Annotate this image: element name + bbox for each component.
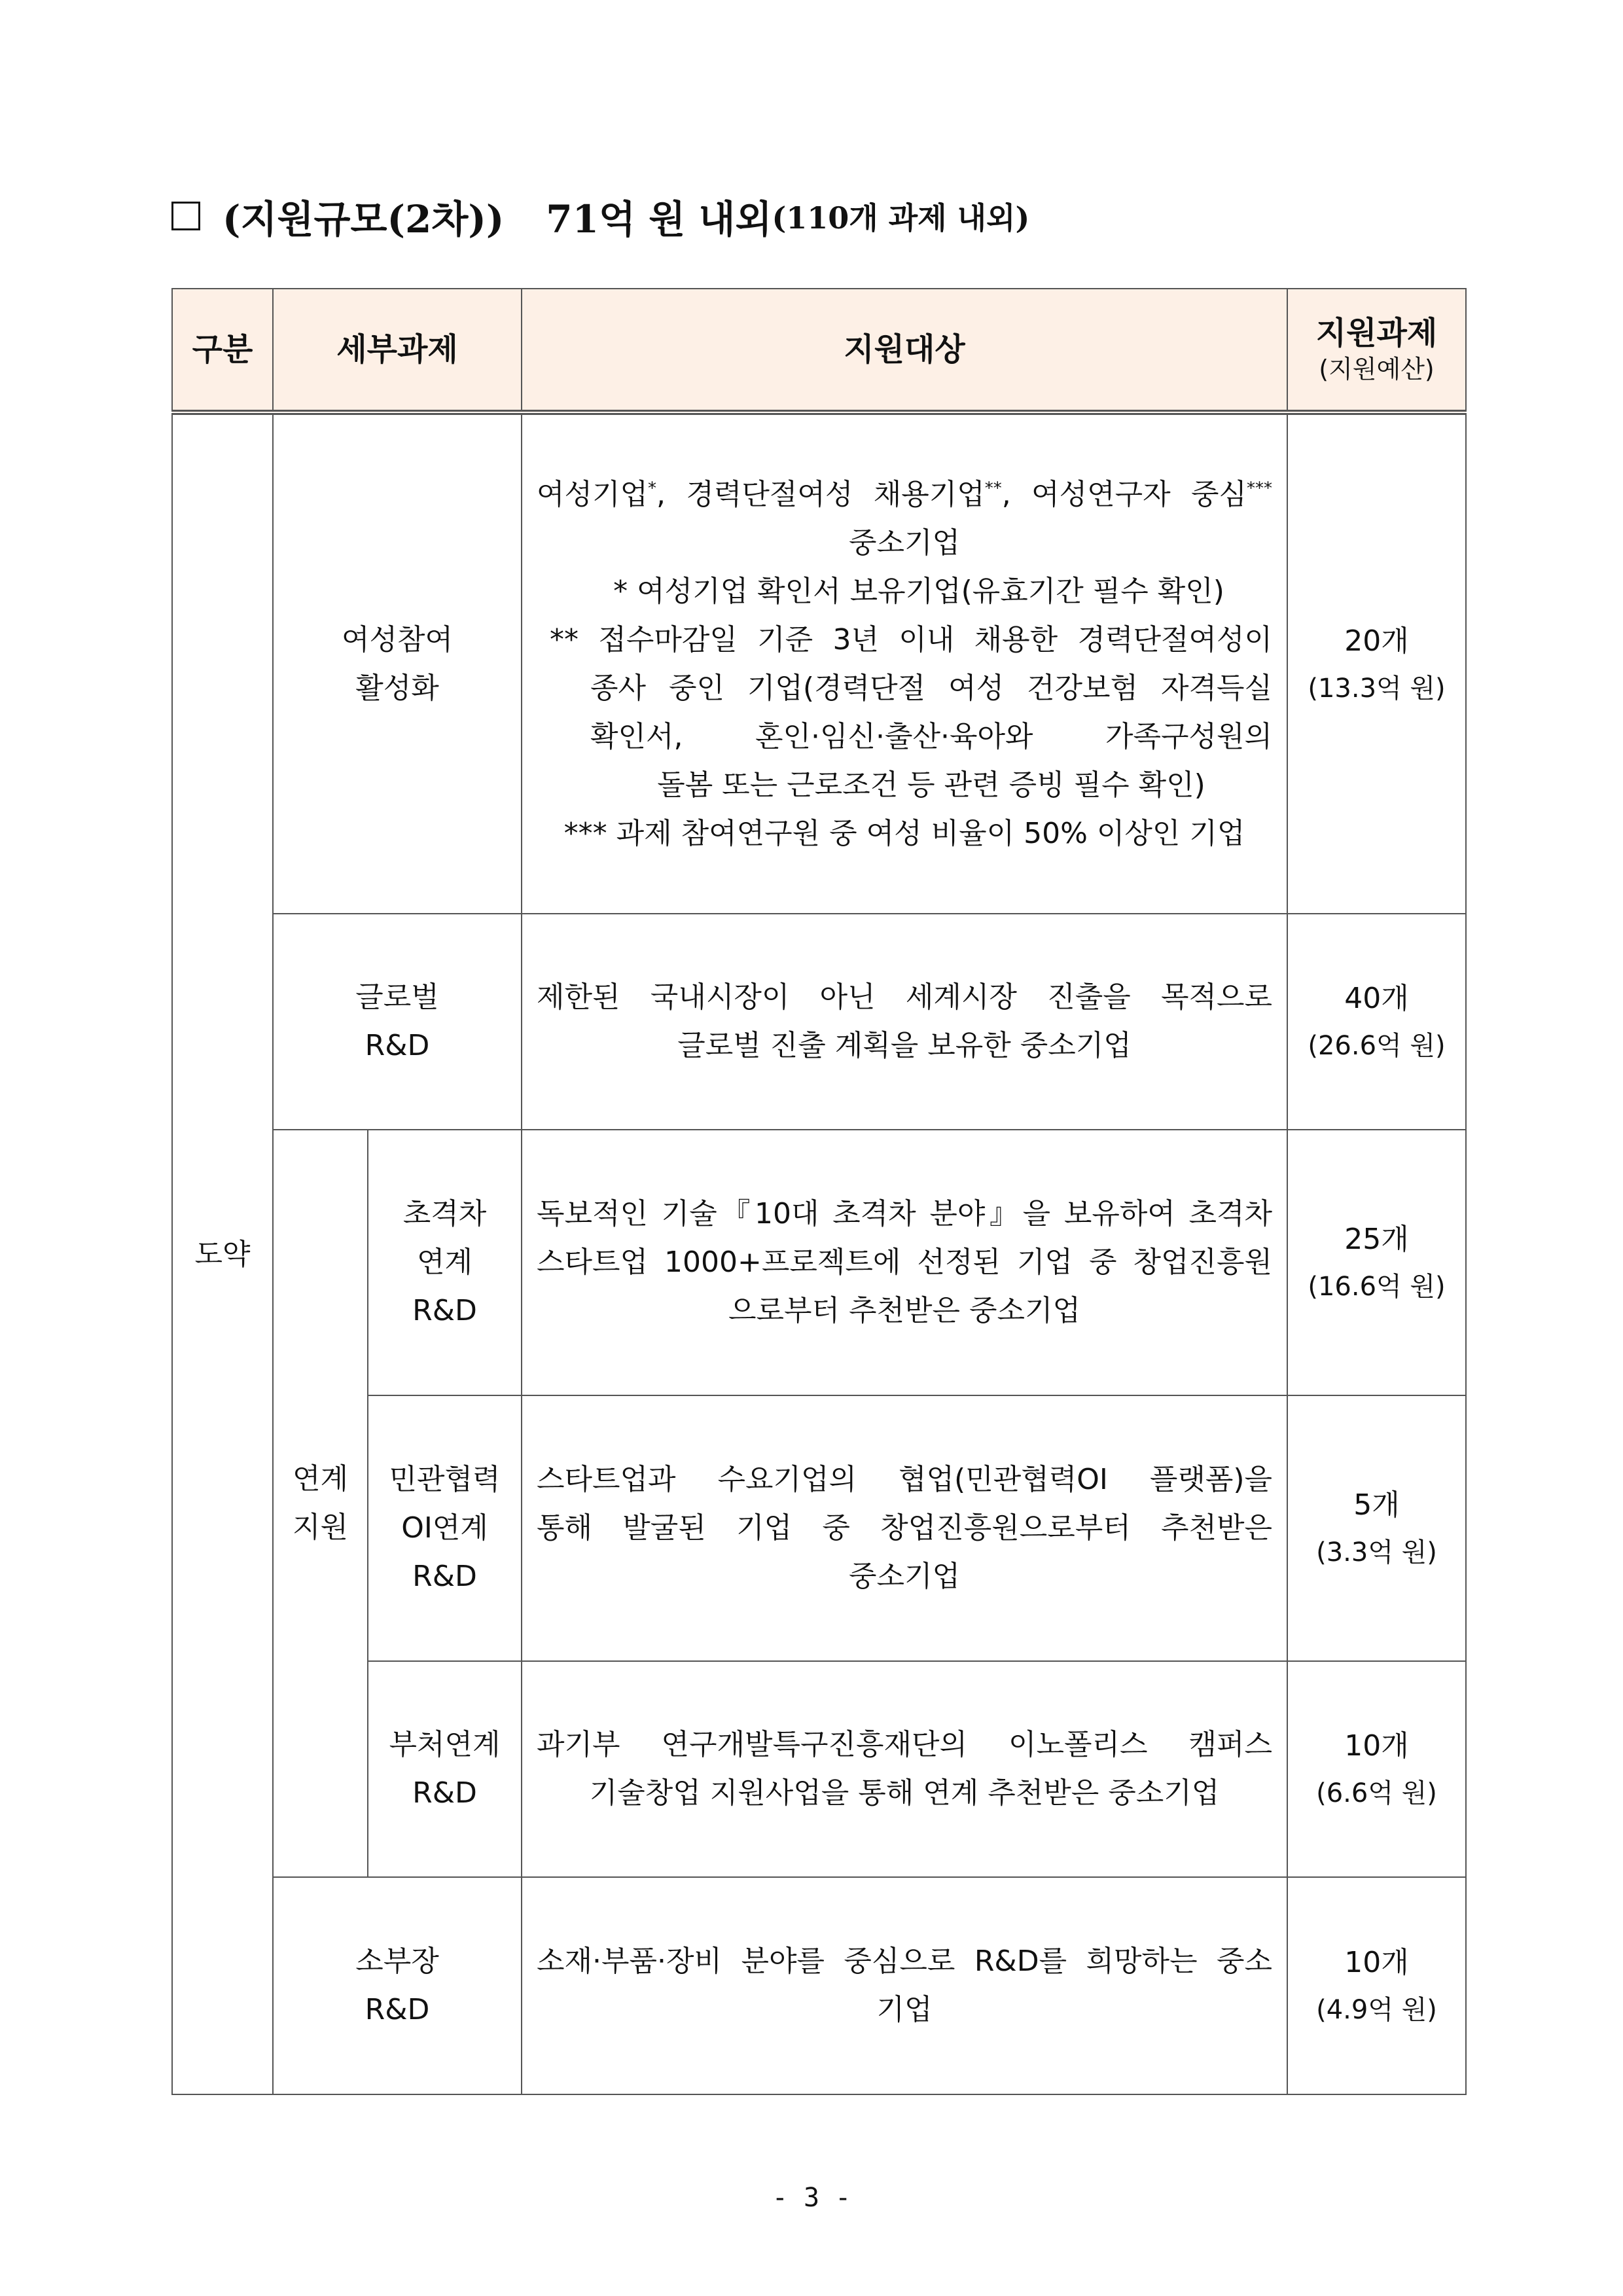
group-name-line: 연계 xyxy=(292,1462,348,1496)
group-name-line: 지원 xyxy=(292,1511,348,1544)
tasks-cell xyxy=(1287,1877,1466,2094)
target-note: 확인서, 혼인·임신·출산·육아와 가족구성원의 xyxy=(590,719,1273,753)
table-row xyxy=(172,1130,1466,1395)
task-count: 40개 xyxy=(1344,982,1409,1015)
subtask-name-line: 소부장 xyxy=(355,1945,439,1978)
task-count: 5개 xyxy=(1353,1488,1400,1522)
target-line: 독보적인 기술『10대 초격차 분야』을 보유하여 초격차 xyxy=(537,1197,1273,1230)
tasks-cell xyxy=(1287,1395,1466,1661)
tasks-cell xyxy=(1287,914,1466,1130)
target-line xyxy=(537,471,1272,519)
footnote-mark: *** xyxy=(1247,478,1273,498)
header-tasks-sub: (지원예산) xyxy=(1319,355,1435,384)
subtask-name-line: R&D xyxy=(412,1294,477,1327)
target-cell xyxy=(522,412,1287,914)
subtask-name-line: OI연계 xyxy=(401,1511,488,1545)
target-note: * 여성기업 확인서 보유기업(유효기간 필수 확인) xyxy=(613,574,1224,608)
checkbox-icon xyxy=(171,202,200,230)
heading-sub: (110개 과제 내외) xyxy=(772,200,1030,236)
task-budget: (13.3억 원) xyxy=(1308,673,1446,704)
target-line: 기업 xyxy=(876,1993,933,2026)
target-line: 스타트업 1000+프로젝트에 선정된 기업 중 창업진흥원 xyxy=(537,1246,1273,1279)
header-subtask: 세부과제 xyxy=(273,289,522,412)
tasks-cell xyxy=(1287,1661,1466,1877)
section-heading xyxy=(171,190,1029,242)
category-cell: 도약 xyxy=(172,412,273,2094)
heading-amount: 71억 원 내외 xyxy=(546,197,772,242)
target-cell xyxy=(522,1130,1287,1395)
table-row xyxy=(172,914,1466,1130)
subtask-name-line: 민관협력 xyxy=(389,1463,501,1496)
target-text: , 여성연구자 중심 xyxy=(1001,477,1247,511)
subtask-name-line: 부처연계 xyxy=(389,1728,501,1761)
target-line: 중소기업 xyxy=(849,1560,961,1593)
task-budget: (3.3억 원) xyxy=(1316,1537,1437,1568)
task-count: 20개 xyxy=(1344,624,1409,658)
task-budget: (26.6억 원) xyxy=(1308,1031,1446,1061)
support-table xyxy=(171,288,1467,2095)
task-budget: (6.6억 원) xyxy=(1316,1778,1437,1808)
target-line: 과기부 연구개발특구진흥재단의 이노폴리스 캠퍼스 xyxy=(537,1728,1273,1761)
group-cell xyxy=(273,1130,368,1877)
subtask-name-line: 여성참여 xyxy=(342,622,454,656)
footnote-mark: * xyxy=(648,478,657,498)
table-header-row xyxy=(172,289,1466,412)
footnote-mark: ** xyxy=(984,478,1002,498)
target-note: ** 접수마감일 기준 3년 이내 채용한 경력단절여성이 xyxy=(550,622,1273,656)
tasks-cell xyxy=(1287,1130,1466,1395)
target-note: 종사 중인 기업(경력단절 여성 건강보험 자격득실 xyxy=(590,671,1273,705)
task-budget: (4.9억 원) xyxy=(1316,1995,1437,2025)
subtask-name-line: 연계 xyxy=(417,1246,473,1279)
subtask-cell xyxy=(368,1661,522,1877)
target-line: 중소기업 xyxy=(849,526,961,560)
task-count: 25개 xyxy=(1344,1223,1409,1256)
page-number: - 3 - xyxy=(772,2183,851,2213)
target-note: *** 과제 참여연구원 중 여성 비율이 50% 이상인 기업 xyxy=(563,816,1245,850)
target-line: 스타트업과 수요기업의 협업(민관협력OI 플랫폼)을 xyxy=(537,1463,1273,1496)
target-cell xyxy=(522,1395,1287,1661)
target-line: 제한된 국내시장이 아닌 세계시장 진출을 목적으로 xyxy=(537,980,1273,1014)
subtask-cell xyxy=(368,1395,522,1661)
table-row xyxy=(172,412,1466,914)
subtask-cell xyxy=(273,412,522,914)
header-tasks-label: 지원과제 xyxy=(1315,315,1438,351)
target-note: 돌봄 또는 근로조건 등 관련 증빙 필수 확인) xyxy=(657,768,1205,802)
heading-label: (지원규모(2차)) xyxy=(223,197,505,242)
target-line: 기술창업 지원사업을 통해 연계 추천받은 중소기업 xyxy=(589,1776,1220,1810)
header-target: 지원대상 xyxy=(522,289,1287,412)
task-count: 10개 xyxy=(1344,1946,1409,1979)
task-budget: (16.6억 원) xyxy=(1308,1272,1446,1302)
subtask-cell xyxy=(368,1130,522,1395)
target-cell xyxy=(522,1877,1287,2094)
subtask-name-line: R&D xyxy=(365,1993,430,2026)
subtask-name-line: R&D xyxy=(412,1560,477,1593)
subtask-name-line: 활성화 xyxy=(355,671,439,705)
subtask-name-line: 글로벌 xyxy=(355,980,439,1014)
table-row xyxy=(172,1877,1466,2094)
header-category: 구분 xyxy=(172,289,273,412)
task-count: 10개 xyxy=(1344,1729,1409,1763)
subtask-name-line: R&D xyxy=(365,1029,430,1062)
target-line: 으로부터 추천받은 중소기업 xyxy=(728,1294,1081,1327)
target-line: 글로벌 진출 계획을 보유한 중소기업 xyxy=(677,1029,1132,1062)
subtask-name-line: R&D xyxy=(412,1776,477,1810)
header-tasks xyxy=(1287,289,1466,412)
target-line: 소재·부품·장비 분야를 중심으로 R&D를 희망하는 중소 xyxy=(537,1945,1273,1978)
tasks-cell xyxy=(1287,412,1466,914)
target-text: 여성기업 xyxy=(537,477,649,511)
subtask-cell xyxy=(273,1877,522,2094)
subtask-name-line: 초격차 xyxy=(402,1197,487,1230)
target-cell xyxy=(522,1661,1287,1877)
target-cell xyxy=(522,914,1287,1130)
target-line: 통해 발굴된 기업 중 창업진흥원으로부터 추천받은 xyxy=(537,1511,1273,1545)
target-text: , 경력단절여성 채용기업 xyxy=(656,477,985,511)
subtask-cell xyxy=(273,914,522,1130)
